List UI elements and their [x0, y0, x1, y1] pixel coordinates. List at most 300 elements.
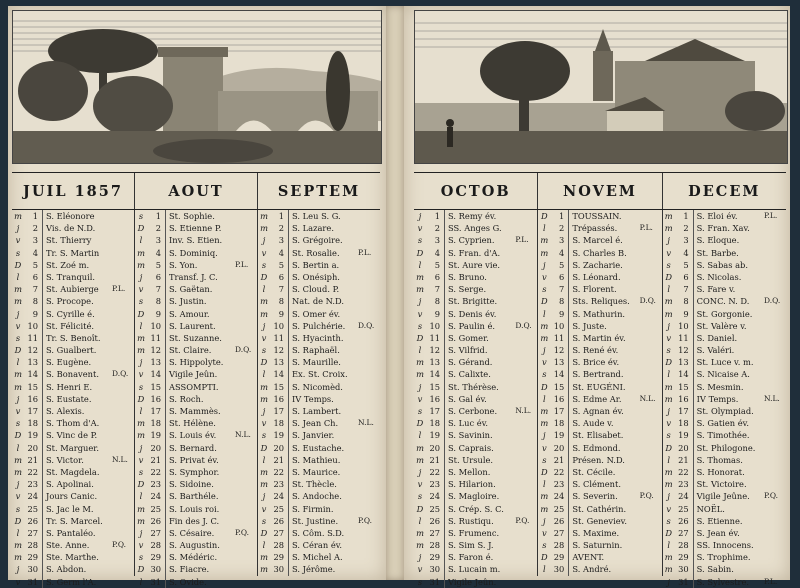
saint-name: S. Maxime. — [572, 527, 620, 538]
weekday-letter: j — [543, 345, 546, 356]
saint-name: S. Maurille. — [292, 357, 341, 368]
month-header-right — [414, 172, 786, 210]
day-row — [414, 271, 537, 283]
weekday-letter: v — [138, 284, 144, 295]
day-row — [663, 429, 786, 441]
weekday-letter: D — [137, 223, 145, 234]
weekday-letter: m — [137, 418, 145, 429]
weekday-letter: l — [16, 357, 20, 368]
day-row — [538, 539, 661, 551]
month-column — [135, 210, 258, 587]
moon-phase: N.L. — [235, 430, 251, 440]
month-title: NOVEM — [538, 173, 662, 209]
day-number: 17 — [675, 405, 694, 417]
saint-name: S. Nicolas. — [696, 271, 742, 282]
engraving-bridge-landscape — [12, 10, 382, 164]
day-row — [258, 442, 380, 454]
weekday-letter: j — [139, 527, 143, 538]
weekday-letter: v — [15, 491, 21, 502]
day-number: 2 — [426, 222, 445, 234]
weekday-letter: m — [14, 552, 22, 563]
right-page — [404, 6, 790, 587]
saint-name: S. Luc év. — [448, 418, 489, 429]
month-column — [258, 210, 380, 576]
engraving-church-landscape — [414, 10, 788, 164]
day-row — [663, 442, 786, 454]
saint-name: S. Côm. S.D. — [292, 527, 345, 538]
day-number: 20 — [550, 442, 569, 454]
saint-name: St. Marguer. — [46, 442, 99, 453]
day-row — [135, 490, 257, 502]
saint-name: St. Philogone. — [696, 442, 756, 453]
day-number: 16 — [24, 393, 43, 405]
weekday-letter: l — [543, 308, 546, 319]
day-row — [414, 490, 537, 502]
weekday-letter: D — [665, 357, 672, 368]
day-number: 29 — [550, 551, 569, 563]
saint-name: St. Thérèse. — [448, 381, 499, 392]
day-row — [414, 283, 537, 295]
weekday-letter: m — [260, 296, 268, 307]
day-row — [414, 405, 537, 417]
day-row — [663, 490, 786, 502]
weekday-letter: s — [417, 576, 423, 587]
day-row — [538, 271, 661, 283]
day-number: 8 — [270, 295, 289, 307]
weekday-letter: D — [541, 466, 548, 477]
day-number: 4 — [147, 247, 166, 259]
day-number: 23 — [24, 478, 43, 490]
saint-name: S. Remy év. — [448, 211, 497, 221]
day-number: 12 — [147, 344, 166, 356]
moon-phase: D.Q. — [358, 320, 375, 330]
weekday-letter: v — [417, 564, 423, 575]
day-number: 3 — [270, 234, 289, 246]
weekday-letter: s — [15, 503, 21, 514]
day-row — [258, 551, 380, 563]
day-number: 31 — [426, 576, 445, 588]
weekday-letter: D — [137, 393, 145, 404]
weekday-letter: D — [541, 381, 548, 392]
weekday-letter: m — [14, 211, 22, 221]
moon-phase: P.Q. — [515, 515, 530, 525]
day-row — [414, 259, 537, 271]
weekday-letter: s — [15, 418, 21, 429]
saint-name: St. Thierry — [46, 235, 92, 246]
day-number: 14 — [550, 368, 569, 380]
saint-name: S. Tranquil. — [46, 271, 96, 282]
saint-name: S. Cyprien. — [448, 235, 495, 246]
weekday-letter: s — [138, 296, 144, 307]
page-fold — [386, 6, 404, 580]
saint-name: S. Caprais. — [448, 442, 494, 453]
saint-name: S. Paulin é. — [448, 320, 495, 331]
saint-name: S. Bernard. — [169, 442, 217, 453]
saint-name: S. Fiacre. — [169, 564, 210, 575]
day-number: 22 — [426, 466, 445, 478]
weekday-letter: s — [666, 345, 671, 356]
day-row — [258, 222, 380, 234]
day-number: 6 — [675, 271, 694, 283]
weekday-letter: m — [664, 211, 673, 221]
day-number: 24 — [270, 490, 289, 502]
weekday-letter: j — [16, 564, 20, 575]
day-row — [663, 320, 786, 332]
saint-name: S. Janvier. — [292, 430, 335, 441]
weekday-letter: v — [15, 406, 21, 416]
day-row — [135, 320, 257, 332]
day-number: 16 — [675, 393, 694, 405]
day-number: 9 — [675, 308, 694, 320]
day-row — [258, 368, 380, 380]
saint-name: S. Jean év. — [696, 527, 740, 538]
day-number: 25 — [550, 503, 569, 515]
day-number: 5 — [147, 259, 166, 271]
month-column — [414, 210, 538, 587]
day-row — [663, 551, 786, 563]
day-number: 21 — [426, 454, 445, 466]
saint-name: St. Justine. — [292, 515, 339, 526]
day-row — [538, 405, 661, 417]
day-row — [663, 222, 786, 234]
month-title: AOUT — [135, 173, 258, 209]
day-number: 15 — [147, 381, 166, 393]
saint-name: S. Sabin. — [696, 564, 734, 575]
day-row — [258, 381, 380, 393]
weekday-letter: v — [541, 271, 547, 282]
day-number: 21 — [24, 454, 43, 466]
weekday-letter: j — [262, 406, 266, 416]
day-number: 14 — [426, 368, 445, 380]
day-row — [258, 283, 380, 295]
day-number: 6 — [270, 271, 289, 283]
weekday-letter: s — [261, 259, 267, 270]
weekday-letter: m — [416, 271, 424, 282]
saint-name: S. Sim S. J. — [448, 540, 494, 551]
day-row — [258, 515, 380, 527]
moon-phase: D.Q. — [515, 320, 532, 330]
day-number: 11 — [147, 332, 166, 344]
weekday-letter: j — [543, 430, 546, 441]
saint-name: S. Eloi év. — [696, 211, 738, 221]
saint-name: S. Alexis. — [46, 406, 85, 416]
day-row — [258, 234, 380, 246]
day-row — [538, 563, 661, 575]
day-number: 21 — [270, 454, 289, 466]
weekday-letter: D — [665, 442, 672, 453]
saint-name: S. Eustache. — [292, 442, 345, 453]
weekday-letter: l — [262, 454, 266, 465]
weekday-letter: v — [541, 442, 547, 453]
weekday-letter: m — [14, 466, 22, 477]
weekday-letter: m — [137, 503, 145, 514]
day-row — [258, 503, 380, 515]
moon-phase: N.L. — [112, 454, 128, 464]
day-number: 11 — [675, 332, 694, 344]
day-row — [258, 454, 380, 466]
day-number: 1 — [270, 210, 289, 222]
weekday-letter: m — [540, 332, 549, 343]
day-number: 27 — [550, 527, 569, 539]
saint-name: S. Florent. — [572, 284, 617, 295]
saint-name: S. Etienne P. — [169, 223, 222, 234]
weekday-letter: D — [541, 296, 548, 307]
day-row — [12, 539, 134, 551]
weekday-letter: v — [666, 418, 671, 429]
moon-phase: P.Q. — [763, 491, 779, 501]
day-row — [135, 405, 257, 417]
day-number: 7 — [147, 283, 166, 295]
saint-name: Ste. Anne. — [46, 540, 90, 551]
saint-name: S. Amour. — [169, 308, 210, 319]
weekday-letter: m — [416, 284, 424, 295]
saint-name: St. Aubierge — [46, 284, 99, 295]
day-number: 11 — [426, 332, 445, 344]
day-number: 9 — [147, 308, 166, 320]
day-row — [258, 429, 380, 441]
month-column — [12, 210, 135, 587]
day-number: 5 — [426, 259, 445, 271]
saint-name: S. Pantaléo. — [46, 527, 96, 538]
day-number: 19 — [550, 429, 569, 441]
day-row — [538, 478, 661, 490]
saint-name: S. Edmond. — [572, 442, 621, 453]
day-row — [663, 344, 786, 356]
day-row — [414, 539, 537, 551]
day-number: 25 — [24, 503, 43, 515]
saint-name: S. Fran. d'A. — [448, 247, 501, 258]
saint-name: St. Cécile. — [572, 466, 616, 477]
saint-name: S. Léonard. — [572, 271, 621, 282]
weekday-letter: m — [260, 211, 268, 221]
saint-name: S. Yon. — [169, 259, 198, 270]
weekday-letter: s — [542, 369, 547, 380]
day-number: 11 — [550, 332, 569, 344]
day-row — [663, 368, 786, 380]
saint-name: S. Gualbert. — [46, 345, 97, 356]
saint-name: S. Symphor. — [169, 466, 220, 477]
weekday-letter: s — [15, 332, 21, 343]
day-row — [135, 417, 257, 429]
saint-name: S. Mathurin. — [572, 308, 626, 319]
saint-name: S. Mellon. — [448, 466, 491, 477]
day-number: 14 — [147, 368, 166, 380]
saint-name: S. Hyacinth. — [292, 332, 344, 343]
day-row — [12, 381, 134, 393]
day-number: 13 — [24, 356, 43, 368]
day-number: 7 — [426, 283, 445, 295]
saint-name: St. Gorgonie. — [696, 308, 753, 319]
weekday-letter: v — [261, 247, 267, 258]
weekday-letter: s — [542, 540, 547, 551]
day-number: 30 — [426, 563, 445, 575]
month-title: DECEM — [688, 182, 761, 200]
saint-name: St. Félicité. — [46, 320, 94, 331]
day-number: 6 — [426, 271, 445, 283]
moon-phase: P.L. — [763, 576, 778, 586]
saint-name: S. Eustate. — [46, 393, 92, 404]
saint-name: S. Hippolyte. — [169, 357, 224, 368]
day-row — [538, 234, 661, 246]
day-number: 22 — [24, 466, 43, 478]
day-row — [414, 381, 537, 393]
month-column — [538, 210, 662, 576]
saint-name: S. Marcel é. — [572, 235, 623, 246]
saint-name: S. Sabas ab. — [696, 259, 748, 270]
weekday-letter: m — [14, 540, 22, 551]
day-number: 29 — [270, 551, 289, 563]
weekday-letter: m — [664, 296, 673, 307]
day-number: 4 — [270, 247, 289, 259]
day-number: 13 — [675, 356, 694, 368]
day-number: 26 — [426, 515, 445, 527]
weekday-letter: l — [543, 479, 546, 490]
saint-name: S. Gal év. — [448, 393, 487, 404]
day-row — [414, 576, 537, 588]
day-row — [258, 295, 380, 307]
day-row — [12, 344, 134, 356]
day-row — [414, 478, 537, 490]
day-row — [538, 442, 661, 454]
weekday-letter: v — [261, 418, 267, 429]
weekday-letter: l — [262, 284, 266, 295]
day-number: 20 — [147, 442, 166, 454]
saint-name: S. Nicaise A. — [696, 369, 750, 380]
weekday-letter: j — [667, 491, 670, 502]
day-number: 4 — [426, 247, 445, 259]
saint-name: S. Aude v. — [572, 418, 614, 429]
day-number: 16 — [270, 393, 289, 405]
saint-name: S. Saturnin. — [572, 540, 623, 551]
day-row — [12, 466, 134, 478]
weekday-letter: m — [14, 296, 22, 307]
day-row — [663, 576, 786, 588]
day-number: 16 — [426, 393, 445, 405]
saint-name: S. Barthéle. — [169, 491, 219, 502]
moon-phase: P.L. — [235, 259, 249, 269]
day-number: 17 — [426, 405, 445, 417]
moon-phase: P.Q. — [639, 491, 654, 501]
month-column — [663, 210, 786, 587]
weekday-letter: l — [16, 442, 20, 453]
day-row — [258, 490, 380, 502]
saint-name: CONC. N. D. — [696, 296, 750, 307]
month-title: JUIL 1857 — [12, 173, 135, 209]
saint-name: S. Thomas. — [696, 454, 743, 465]
saint-name: S. Bonavent. — [46, 369, 99, 380]
day-number: 18 — [147, 417, 166, 429]
day-number: 12 — [270, 344, 289, 356]
saint-name: ASSOMPTI. — [169, 381, 219, 392]
day-number: 4 — [24, 247, 43, 259]
saint-name: St. Suzanne. — [169, 332, 222, 343]
weekday-letter: j — [667, 406, 670, 416]
weekday-letter: s — [261, 430, 267, 441]
day-number: 14 — [675, 368, 694, 380]
day-number: 22 — [675, 466, 694, 478]
day-number: 28 — [426, 539, 445, 551]
saint-name: S. Brice év. — [572, 357, 620, 368]
day-row — [663, 503, 786, 515]
day-row — [12, 527, 134, 539]
weekday-letter: m — [137, 430, 145, 441]
saint-name: S. Maurice. — [292, 466, 341, 477]
saint-name: St. Luce v. m. — [696, 357, 754, 368]
day-row — [538, 429, 661, 441]
saint-name: S. Zacharie. — [572, 259, 623, 270]
saint-name: St. Cathérin. — [572, 503, 627, 514]
day-row — [258, 210, 380, 222]
saint-name: S. Gérand. — [448, 357, 493, 368]
weekday-letter: j — [418, 552, 422, 563]
day-row — [414, 210, 537, 222]
saint-name: Vigile Jeûne. — [696, 491, 750, 502]
day-row — [663, 405, 786, 417]
weekday-letter: D — [416, 503, 424, 514]
day-number: 25 — [270, 503, 289, 515]
day-row — [135, 454, 257, 466]
calendar-grid-right — [414, 210, 786, 587]
day-number: 1 — [147, 210, 166, 222]
saint-name: St. Ursule. — [448, 454, 494, 465]
saint-name: S. Gatien év. — [696, 418, 750, 429]
weekday-letter: l — [139, 491, 143, 502]
saint-name: S. Clément. — [572, 479, 621, 490]
weekday-letter: j — [667, 576, 670, 587]
saint-name: S. Médéric. — [169, 552, 218, 563]
day-row — [12, 368, 134, 380]
day-number: 19 — [270, 429, 289, 441]
day-number: 30 — [24, 563, 43, 575]
saint-name: S. Onésiph. — [292, 271, 340, 282]
day-row — [258, 247, 380, 259]
weekday-letter: v — [15, 320, 21, 331]
day-number: 6 — [550, 271, 569, 283]
weekday-letter: m — [540, 406, 549, 416]
moon-phase: D.Q. — [639, 296, 656, 306]
saint-name: Nat. de N.D. — [292, 296, 345, 307]
day-row — [538, 454, 661, 466]
month-title: SEPTEM — [277, 182, 361, 200]
day-row — [258, 405, 380, 417]
saint-name: S. Dominiq. — [169, 247, 218, 258]
saint-name: S. Mammès. — [169, 406, 221, 416]
weekday-letter: D — [260, 271, 268, 282]
moon-phase: P.L. — [358, 247, 372, 257]
moon-phase: P.Q. — [235, 527, 250, 537]
day-number: 24 — [24, 490, 43, 502]
saint-name: Ste. Marthe. — [46, 552, 99, 563]
day-number: 27 — [24, 527, 43, 539]
day-number: 16 — [147, 393, 166, 405]
day-number: 13 — [550, 356, 569, 368]
weekday-letter: D — [665, 271, 672, 282]
saint-name: S. Frumenc. — [448, 527, 500, 538]
day-number: 19 — [24, 429, 43, 441]
day-row — [538, 308, 661, 320]
moon-phase: P.L. — [763, 211, 778, 220]
weekday-letter: s — [666, 430, 671, 441]
day-number: 9 — [270, 308, 289, 320]
day-row — [538, 332, 661, 344]
day-row — [414, 442, 537, 454]
moon-phase: D.Q. — [763, 296, 781, 306]
day-row — [663, 527, 786, 539]
day-number: 19 — [675, 429, 694, 441]
saint-name: S. Nicomèd. — [292, 381, 343, 392]
day-number: 26 — [675, 515, 694, 527]
day-number: 28 — [147, 539, 166, 551]
